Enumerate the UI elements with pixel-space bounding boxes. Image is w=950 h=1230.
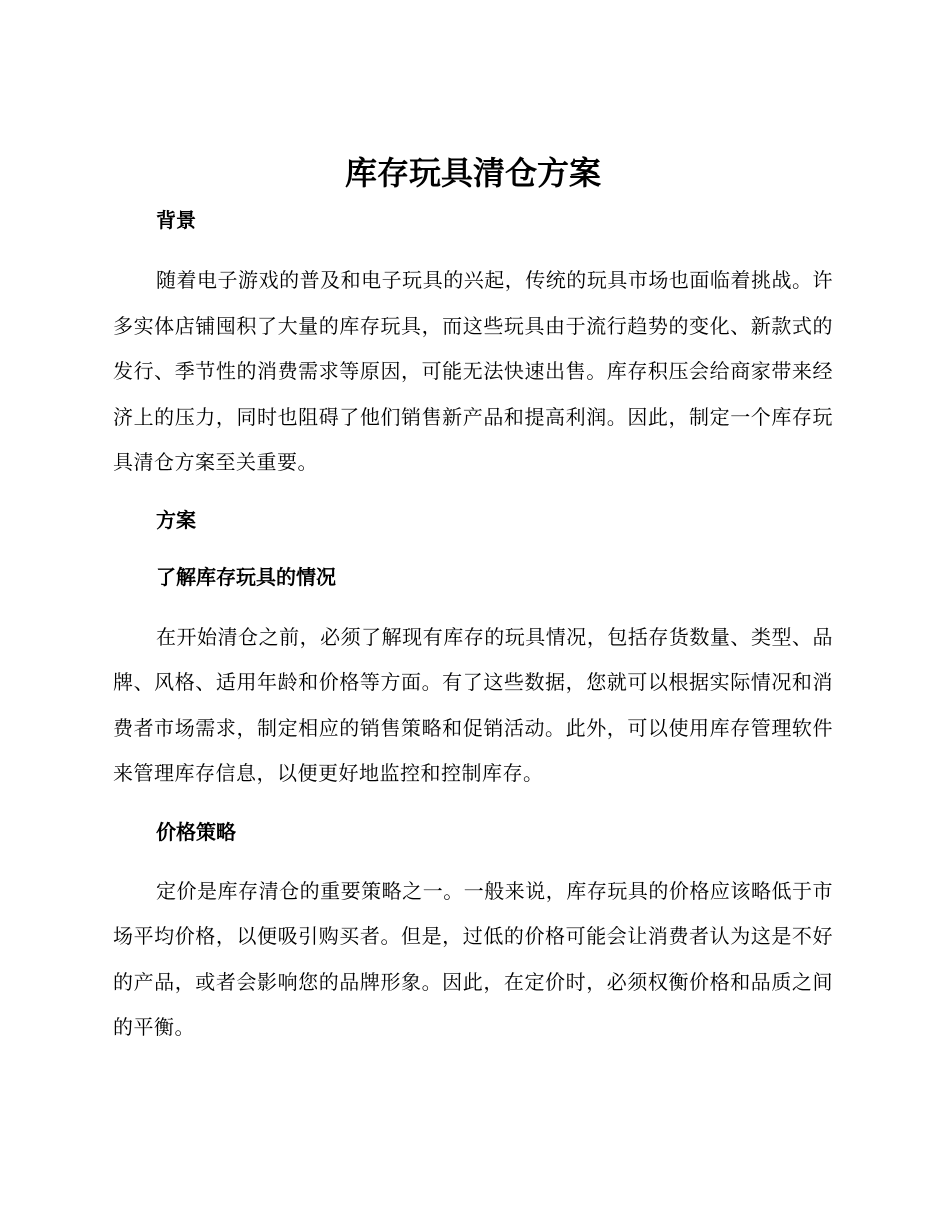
document-page: [113, 150, 833, 1051]
paragraph-understand-inventory: 在开始清仓之前，必须了解现有库存的玩具情况，包括存货数量、类型、品牌、风格、适用年龄和价格等方面。有了这些数据，您就可以根据实际情况和消费者市场需求，制定相应的销售策略和促销活动。此外，可以使用库存管理软件来管理库存信息，以便更好地监控和控制库存。: [113, 624, 833, 785]
section-heading-background: 背景: [156, 208, 196, 232]
section-heading-price-strategy: 价格策略: [156, 819, 236, 844]
document-title: 库存玩具清仓方案: [344, 154, 601, 192]
paragraph-price-strategy: 定价是库存清仓的重要策略之一。一般来说，库存玩具的价格应该略低于市场平均价格，以便吸引购买者。但是，过低的价格可能会让消费者认为这是不好的产品，或者会影响您的品牌形象。因此，在定价时，必须权衡价格和品质之间的平衡。: [113, 878, 833, 1039]
section-heading-plan: 方案: [156, 507, 196, 532]
section-heading-understand-inventory: 了解库存玩具的情况: [156, 564, 336, 589]
paragraph-background: 随着电子游戏的普及和电子玩具的兴起，传统的玩具市场也面临着挑战。许多实体店铺囤积了大量的库存玩具，而这些玩具由于流行趋势的变化、新款式的发行、季节性的消费需求等原因，可能无法快速出售。库存积压会给商家带来经济上的压力，同时也阻碍了他们销售新产品和提高利润。因此，制定一个库存玩具清仓方案至关重要。: [113, 268, 833, 474]
